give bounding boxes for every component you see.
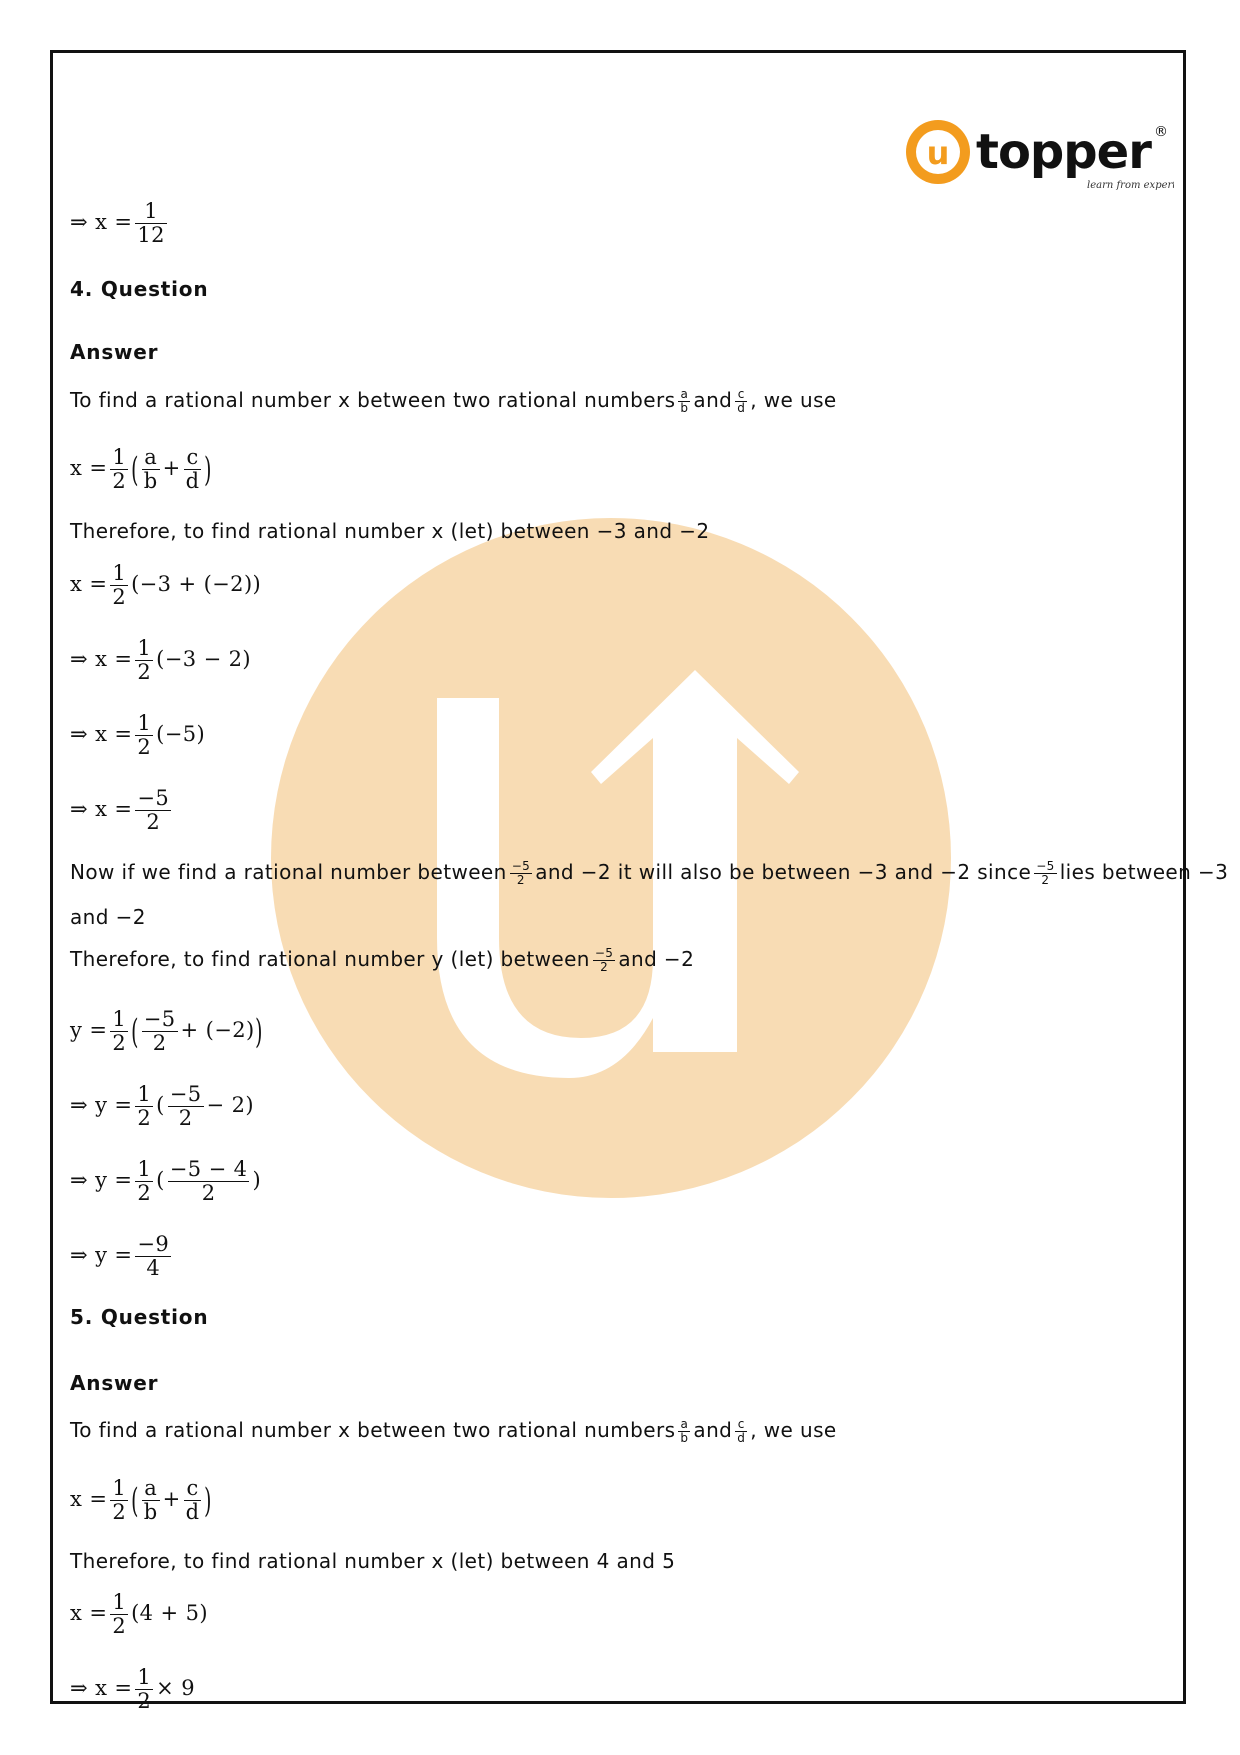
question-4-step-4: ⇒ x = $\frac{-5}{2}$ xyxy=(70,786,170,835)
question-5-therefore: Therefore, to find rational number x (let) between 4 and 5 xyxy=(70,1549,676,1573)
question-4-y-step-3: ⇒ y = $\frac{1}{2}$ ( $\frac{-5 - 4}{2}$ ) xyxy=(70,1157,262,1206)
question-4-y-step-1: y = $\frac{1}{2}$ ( $\frac{-5}{2}$ + (−2)) xyxy=(70,1007,263,1056)
question-4-now-paragraph: Now if we find a rational number between $\frac{-5}{2}$ and −2 it will also be between −3 and −2 since $\frac{-5}{2}$ lies between −3 xyxy=(70,859,1229,888)
question-4-intro: To find a rational number x between two rational numbers $\frac{a}{b}$ and $\frac{c}{d}$ , we use xyxy=(70,387,837,416)
question-5-title: 5. Question xyxy=(70,1305,209,1329)
question-4-therefore: Therefore, to find rational number x (let) between −3 and −2 xyxy=(70,519,710,543)
question-4-y-step-2: ⇒ y = $\frac{1}{2}$ ( $\frac{-5}{2}$ − 2) xyxy=(70,1082,254,1131)
question-4-title: 4. Question xyxy=(70,277,209,301)
question-4-now-paragraph-end: and −2 xyxy=(70,905,146,929)
question-4-formula: x = $\frac{1}{2}$ ( $\frac{a}{b}$ + $\frac{c}{d}$ ) xyxy=(70,445,213,494)
question-5-formula: x = $\frac{1}{2}$ ( $\frac{a}{b}$ + $\frac{c}{d}$ ) xyxy=(70,1476,213,1525)
svg-text:learn from experts: learn from experts xyxy=(1087,180,1174,191)
svg-text:topper: topper xyxy=(976,124,1151,180)
question-4-step-2: ⇒ x = $\frac{1}{2}$ (−3 − 2) xyxy=(70,636,252,685)
question-4-therefore-y: Therefore, to find rational number y (let) between $\frac{-5}{2}$ and −2 xyxy=(70,946,695,975)
question-4-step-3: ⇒ x = $\frac{1}{2}$ (−5) xyxy=(70,711,206,760)
topper-logo-icon xyxy=(904,116,1174,196)
svg-text:®: ® xyxy=(1154,124,1168,140)
question-5-step-1: x = $\frac{1}{2}$ (4 + 5) xyxy=(70,1590,208,1639)
svg-text:u: u xyxy=(926,134,950,172)
question-5-intro: To find a rational number x between two rational numbers $\frac{a}{b}$ and $\frac{c}{d}$ , we use xyxy=(70,1417,837,1446)
question-4-step-1: x = $\frac{1}{2}$ (−3 + (−2)) xyxy=(70,561,262,610)
question-5-step-2: ⇒ x = $\frac{1}{2}$ × 9 xyxy=(70,1665,195,1714)
question-4-answer-label: Answer xyxy=(70,340,159,364)
topper-logo xyxy=(904,116,1174,200)
question-4-y-step-4: ⇒ y = $\frac{-9}{4}$ xyxy=(70,1232,170,1281)
equation-x-1-12: ⇒ x = $\frac{1}{12}$ xyxy=(70,199,165,248)
question-5-answer-label: Answer xyxy=(70,1371,159,1395)
